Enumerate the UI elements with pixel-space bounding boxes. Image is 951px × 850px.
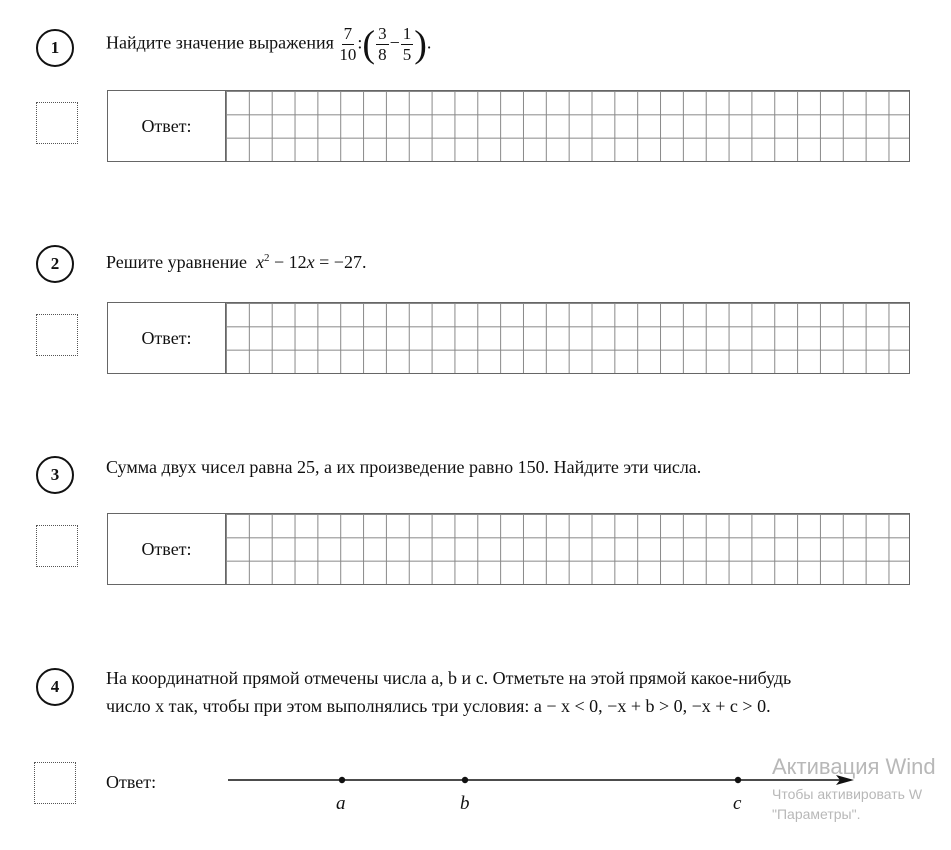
fraction-denominator: 10 [339,45,357,64]
point-c [735,777,741,783]
exponent: 2 [263,252,270,264]
answer-label-1: Ответ: [108,91,226,161]
var-x: x [255,252,264,272]
fraction-denominator: 8 [378,45,387,64]
fraction-numerator: 1 [402,24,412,43]
watermark-title: Активация Wind [772,754,936,779]
score-checkbox-4[interactable] [34,762,76,804]
var-x: x [306,252,315,272]
question-number-2: 2 [36,245,74,283]
answer-box-1 [107,90,910,162]
question-2-prompt: Решите уравнение [106,252,247,272]
point-b [462,777,468,783]
fraction-numerator: 7 [343,24,353,43]
fraction-numerator: 3 [378,24,387,43]
point-label-c: c [733,793,742,814]
question-4-line-2: число x так, чтобы при этом выполнялись три условия: a − x < 0, −x + b > 0, −x + c > 0. [106,696,771,716]
period: . [426,32,432,53]
answer-grid-2[interactable] [226,303,909,373]
answer-label-4: Ответ: [106,772,157,792]
score-checkbox-3[interactable] [36,525,78,567]
question-4-line-1: На координатной прямой отмечены числа a, b и c. Отметьте на этой прямой какое-нибудь [106,668,792,688]
question-2-text [106,244,366,276]
colon-sign: : [357,32,363,53]
answer-grid-3[interactable] [226,514,909,584]
question-4-text [106,664,911,720]
left-paren: ( [362,23,376,66]
point-label-a: a [336,793,346,814]
activation-watermark [772,754,951,822]
fraction-3-8 [376,24,389,65]
answer-box-3 [107,513,910,585]
score-checkbox-1[interactable] [36,102,78,144]
minus-sign: − [389,32,400,53]
answer-label-2: Ответ: [108,303,226,373]
watermark-line-1: Чтобы активировать W [772,786,923,802]
watermark-line-2: "Параметры". [772,806,861,822]
point-a [339,777,345,783]
equation-rhs: = −27. [314,252,367,272]
question-number-4: 4 [36,668,74,706]
fraction-1-5 [401,24,414,65]
point-label-b: b [460,793,470,814]
answer-box-2 [107,302,910,374]
answer-label-3: Ответ: [108,514,226,584]
question-1-text [106,24,431,65]
answer-grid-1[interactable] [226,91,909,161]
question-number-1: 1 [36,29,74,67]
right-paren: ) [414,23,427,66]
question-3-text: Сумма двух чисел равна 25, а их произведение равно 150. Найдите эти числа. [106,457,702,477]
question-1-prompt: Найдите значение выражения [106,32,334,53]
score-checkbox-2[interactable] [36,314,78,356]
number-line[interactable] [220,765,860,825]
equation-term: − 12 [269,252,307,272]
fraction-7-10 [339,24,356,65]
fraction-denominator: 5 [402,45,412,64]
question-number-3: 3 [36,456,74,494]
